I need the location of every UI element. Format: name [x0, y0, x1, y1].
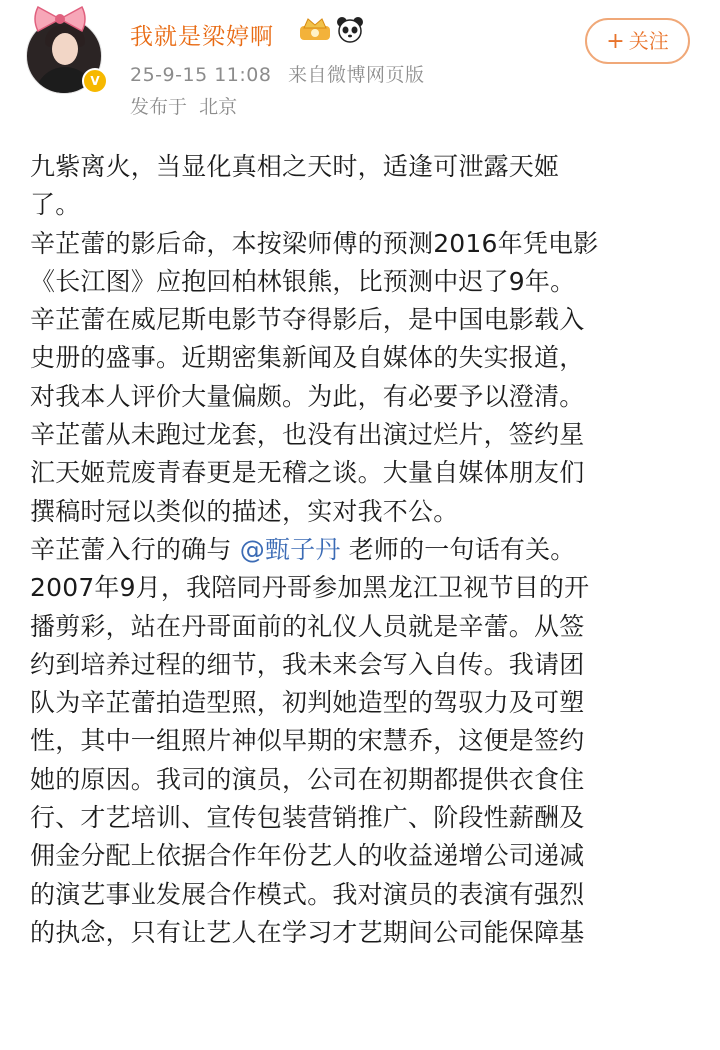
- post-text-line: [30, 531, 696, 569]
- post-timestamp: 25-9-15 11:08: [130, 64, 272, 86]
- bow-decoration-icon: [30, 4, 90, 34]
- post-text-segment: 行、才艺培训、宣传包装营销推广、阶段性薪酬及: [30, 803, 585, 833]
- post-text-line: [30, 186, 696, 224]
- post-text-line: [30, 454, 696, 492]
- post-text-segment: 九紫离火，当显化真相之天时，适逢可泄露天姬: [30, 152, 560, 181]
- post-header: [0, 0, 720, 130]
- post-body: [30, 148, 696, 952]
- post-text-line: [30, 646, 696, 684]
- location-prefix: 发布于: [130, 96, 188, 118]
- post-text-segment: 2007年9月，我陪同丹哥参加黑龙江卫视节目的开: [30, 573, 590, 603]
- post-text-segment: 性，其中一组照片神似早期的宋慧乔，这便是签约: [30, 726, 585, 756]
- panda-icon: [336, 16, 364, 44]
- post-location: [130, 92, 243, 119]
- post-text-segment: 对我本人评价大量偏颇。为此，有必要予以澄清。: [30, 381, 585, 411]
- post-text-segment: 她的原因。我司的演员，公司在初期都提供衣食住: [30, 764, 585, 794]
- post-text-line: [30, 722, 696, 760]
- post-text-segment: 队为辛芷蕾拍造型照，初判她造型的驾驭力及可塑: [30, 688, 585, 718]
- mention-link[interactable]: @甄子丹: [239, 534, 341, 564]
- post-text-line: [30, 608, 696, 646]
- post-text-segment: 辛芷蕾在威尼斯电影节夺得影后，是中国电影载入: [30, 305, 585, 335]
- post-text-segment: 史册的盛事。近期密集新闻及自媒体的失实报道，: [30, 343, 585, 373]
- post-text-segment: 老师的一句话有关。: [340, 534, 576, 564]
- post-text-segment: 佣金分配上依据合作年份艺人的收益递增公司递减: [30, 841, 585, 871]
- post-text-line: [30, 378, 696, 416]
- follow-label: 关注: [628, 29, 669, 53]
- post-text-segment: 的执念，只有让艺人在学习才艺期间公司能保障基: [30, 917, 585, 947]
- username[interactable]: 我就是梁婷啊: [130, 24, 274, 50]
- post-text-line: [30, 493, 696, 531]
- post-text-line: [30, 225, 696, 263]
- post-text-line: [30, 914, 696, 952]
- post-text-line: [30, 301, 696, 339]
- post-text-segment: 约到培养过程的细节，我未来会写入自传。我请团: [30, 649, 585, 679]
- post-meta: [130, 60, 435, 87]
- post-text-segment: 播剪彩，站在丹哥面前的礼仪人员就是辛蕾。从签: [30, 611, 585, 641]
- post-text-line: [30, 263, 696, 301]
- post-text-segment: 了。: [30, 190, 81, 220]
- location-name: 北京: [199, 96, 238, 118]
- post-text-line: [30, 569, 696, 607]
- post-text-segment: 的演艺事业发展合作模式。我对演员的表演有强烈: [30, 879, 585, 909]
- post-text-segment: 《长江图》应抱回柏林银熊，比预测中迟了9年。: [30, 266, 576, 296]
- post-text-line: [30, 799, 696, 837]
- post-text-line: [30, 339, 696, 377]
- post-text-segment: 撰稿时冠以类似的描述，实对我不公。: [30, 496, 459, 526]
- post-text-line: [30, 876, 696, 914]
- post-text-segment: 辛芷蕾的影后命，本按梁师傅的预测2016年凭电影: [30, 228, 599, 258]
- follow-button[interactable]: [585, 18, 690, 64]
- post-text-segment: 汇天姬荒废青春更是无稽之谈。大量自媒体朋友们: [30, 458, 585, 488]
- post-text-segment: 辛芷蕾从未跑过龙套，也没有出演过烂片，签约星: [30, 420, 585, 450]
- crown-badge-icon: [298, 16, 332, 42]
- post-text-line: [30, 416, 696, 454]
- post-source: 来自微博网页版: [288, 64, 425, 86]
- post-text-line: [30, 148, 696, 186]
- post-text-segment: 辛芷蕾入行的确与: [30, 534, 240, 564]
- avatar-container[interactable]: [22, 10, 106, 90]
- verified-badge-icon: V: [82, 68, 108, 94]
- post-text-line: [30, 837, 696, 875]
- plus-icon: +: [606, 29, 625, 54]
- post-text-line: [30, 684, 696, 722]
- post-text-line: [30, 761, 696, 799]
